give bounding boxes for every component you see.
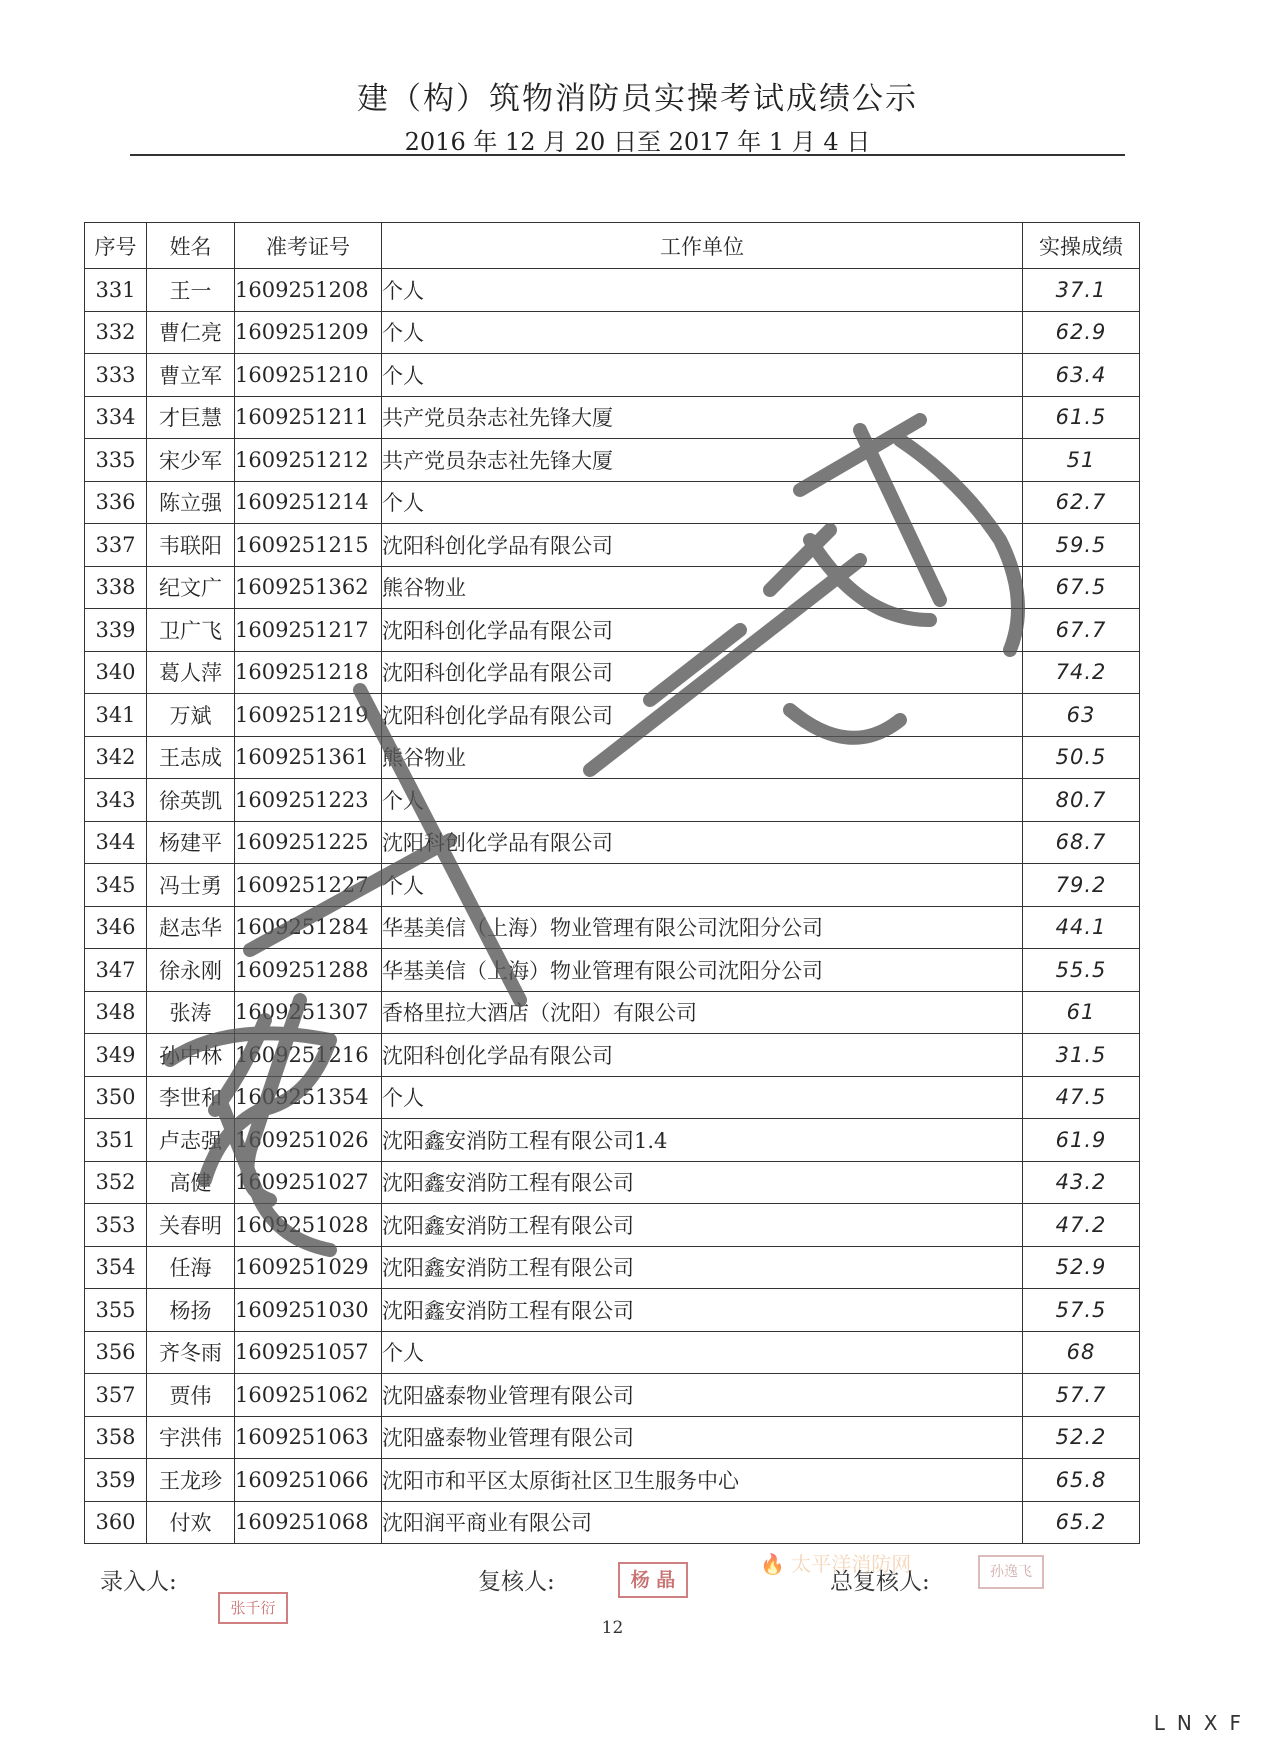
name-cell: 杨建平 [147, 821, 235, 864]
exam-id-cell: 1609251223 [235, 779, 382, 822]
seq-cell: 335 [85, 439, 147, 482]
table-row [85, 396, 1140, 439]
name-cell: 赵志华 [147, 906, 235, 949]
seq-cell: 353 [85, 1204, 147, 1247]
work-unit-cell: 共产党员杂志社先锋大厦 [382, 396, 1023, 439]
seq-cell: 331 [85, 269, 147, 312]
table-header-row [85, 223, 1140, 269]
work-unit-cell: 沈阳鑫安消防工程有限公司 [382, 1161, 1023, 1204]
name-cell: 王一 [147, 269, 235, 312]
exam-id-cell: 1609251227 [235, 864, 382, 907]
seq-cell: 350 [85, 1076, 147, 1119]
score-cell: 31.5 [1023, 1034, 1140, 1077]
seq-cell: 354 [85, 1246, 147, 1289]
table-row [85, 736, 1140, 779]
exam-id-cell: 1609251288 [235, 949, 382, 992]
seq-cell: 345 [85, 864, 147, 907]
work-unit-cell: 沈阳盛泰物业管理有限公司 [382, 1374, 1023, 1417]
exam-id-cell: 1609251218 [235, 651, 382, 694]
exam-id-cell: 1609251284 [235, 906, 382, 949]
seq-cell: 333 [85, 354, 147, 397]
score-cell: 59.5 [1023, 524, 1140, 567]
exam-id-cell: 1609251212 [235, 439, 382, 482]
exam-id-cell: 1609251026 [235, 1119, 382, 1162]
table-row [85, 1289, 1140, 1332]
name-cell: 徐英凯 [147, 779, 235, 822]
exam-id-cell: 1609251030 [235, 1289, 382, 1332]
score-cell: 62.9 [1023, 311, 1140, 354]
work-unit-cell: 沈阳科创化学品有限公司 [382, 524, 1023, 567]
score-cell: 37.1 [1023, 269, 1140, 312]
score-cell: 44.1 [1023, 906, 1140, 949]
work-unit-cell: 沈阳科创化学品有限公司 [382, 609, 1023, 652]
exam-id-cell: 1609251215 [235, 524, 382, 567]
seq-cell: 355 [85, 1289, 147, 1332]
exam-id-cell: 1609251068 [235, 1501, 382, 1544]
exam-id-cell: 1609251057 [235, 1331, 382, 1374]
table-row [85, 1246, 1140, 1289]
exam-id-cell: 1609251219 [235, 694, 382, 737]
name-cell: 张涛 [147, 991, 235, 1034]
reviewer-label: 复核人: [478, 1569, 555, 1595]
seq-cell: 359 [85, 1459, 147, 1502]
name-cell: 齐冬雨 [147, 1331, 235, 1374]
work-unit-cell: 沈阳盛泰物业管理有限公司 [382, 1416, 1023, 1459]
seq-cell: 336 [85, 481, 147, 524]
column-header-score: 实操成绩 [1023, 223, 1140, 269]
score-cell: 63 [1023, 694, 1140, 737]
name-cell: 孙中林 [147, 1034, 235, 1077]
reviewer-stamp: 杨 晶 [618, 1562, 688, 1598]
seq-cell: 356 [85, 1331, 147, 1374]
table-row [85, 1416, 1140, 1459]
score-cell: 61 [1023, 991, 1140, 1034]
seq-cell: 343 [85, 779, 147, 822]
seq-cell: 334 [85, 396, 147, 439]
work-unit-cell: 沈阳科创化学品有限公司 [382, 651, 1023, 694]
name-cell: 杨扬 [147, 1289, 235, 1332]
seq-cell: 349 [85, 1034, 147, 1077]
results-table [84, 222, 1140, 1544]
table-row [85, 269, 1140, 312]
entry-person-label: 录入人: [100, 1569, 177, 1595]
name-cell: 卫广飞 [147, 609, 235, 652]
seq-cell: 338 [85, 566, 147, 609]
work-unit-cell: 共产党员杂志社先锋大厦 [382, 439, 1023, 482]
exam-id-cell: 1609251361 [235, 736, 382, 779]
exam-id-cell: 1609251063 [235, 1416, 382, 1459]
work-unit-cell: 沈阳科创化学品有限公司 [382, 694, 1023, 737]
name-cell: 纪文广 [147, 566, 235, 609]
score-cell: 65.8 [1023, 1459, 1140, 1502]
work-unit-cell: 个人 [382, 779, 1023, 822]
work-unit-cell: 华基美信（上海）物业管理有限公司沈阳分公司 [382, 906, 1023, 949]
work-unit-cell: 沈阳市和平区太原街社区卫生服务中心 [382, 1459, 1023, 1502]
column-header-name: 姓名 [147, 223, 235, 269]
site-logo-text: 太平洋消防网 [791, 1552, 912, 1576]
score-cell: 50.5 [1023, 736, 1140, 779]
table-row [85, 481, 1140, 524]
name-cell: 才巨慧 [147, 396, 235, 439]
score-cell: 57.5 [1023, 1289, 1140, 1332]
table-row [85, 311, 1140, 354]
table-row [85, 694, 1140, 737]
exam-id-cell: 1609251214 [235, 481, 382, 524]
work-unit-cell: 沈阳科创化学品有限公司 [382, 1034, 1023, 1077]
table-row [85, 566, 1140, 609]
name-cell: 冯士勇 [147, 864, 235, 907]
exam-id-cell: 1609251362 [235, 566, 382, 609]
table-row [85, 779, 1140, 822]
score-cell: 47.2 [1023, 1204, 1140, 1247]
exam-id-cell: 1609251307 [235, 991, 382, 1034]
column-header-unit: 工作单位 [382, 223, 1023, 269]
name-cell: 宇洪伟 [147, 1416, 235, 1459]
score-cell: 57.7 [1023, 1374, 1140, 1417]
seq-cell: 348 [85, 991, 147, 1034]
score-cell: 51 [1023, 439, 1140, 482]
date-range: 2016 年 12 月 20 日至 2017 年 1 月 4 日 [404, 128, 871, 156]
final-reviewer-stamp: 孙逸飞 [978, 1555, 1044, 1589]
name-cell: 徐永刚 [147, 949, 235, 992]
exam-id-cell: 1609251062 [235, 1374, 382, 1417]
exam-id-cell: 1609251209 [235, 311, 382, 354]
work-unit-cell: 熊谷物业 [382, 736, 1023, 779]
score-cell: 61.5 [1023, 396, 1140, 439]
table-row [85, 949, 1140, 992]
seq-cell: 344 [85, 821, 147, 864]
exam-id-cell: 1609251027 [235, 1161, 382, 1204]
exam-id-cell: 1609251217 [235, 609, 382, 652]
table-row [85, 354, 1140, 397]
seq-cell: 347 [85, 949, 147, 992]
flame-icon: 🔥 [760, 1552, 785, 1576]
name-cell: 万斌 [147, 694, 235, 737]
score-cell: 79.2 [1023, 864, 1140, 907]
score-cell: 62.7 [1023, 481, 1140, 524]
score-cell: 55.5 [1023, 949, 1140, 992]
seq-cell: 341 [85, 694, 147, 737]
entry-person-stamp: 张千衍 [218, 1592, 288, 1624]
exam-id-cell: 1609251210 [235, 354, 382, 397]
table-row [85, 1374, 1140, 1417]
name-cell: 王志成 [147, 736, 235, 779]
exam-id-cell: 1609251066 [235, 1459, 382, 1502]
column-header-id: 准考证号 [235, 223, 382, 269]
final-reviewer-label: 总复核人: [830, 1569, 930, 1595]
name-cell: 宋少军 [147, 439, 235, 482]
exam-id-cell: 1609251208 [235, 269, 382, 312]
page-title: 建（构）筑物消防员实操考试成绩公示 [357, 81, 918, 117]
work-unit-cell: 华基美信（上海）物业管理有限公司沈阳分公司 [382, 949, 1023, 992]
table-row [85, 1119, 1140, 1162]
work-unit-cell: 沈阳鑫安消防工程有限公司 [382, 1289, 1023, 1332]
score-cell: 47.5 [1023, 1076, 1140, 1119]
score-cell: 52.2 [1023, 1416, 1140, 1459]
table-row [85, 1034, 1140, 1077]
name-cell: 曹仁亮 [147, 311, 235, 354]
seq-cell: 357 [85, 1374, 147, 1417]
table-row [85, 821, 1140, 864]
exam-id-cell: 1609251225 [235, 821, 382, 864]
name-cell: 曹立军 [147, 354, 235, 397]
score-cell: 68.7 [1023, 821, 1140, 864]
name-cell: 卢志强 [147, 1119, 235, 1162]
name-cell: 任海 [147, 1246, 235, 1289]
score-cell: 67.7 [1023, 609, 1140, 652]
work-unit-cell: 沈阳鑫安消防工程有限公司 [382, 1246, 1023, 1289]
score-cell: 74.2 [1023, 651, 1140, 694]
table-row [85, 609, 1140, 652]
seq-cell: 340 [85, 651, 147, 694]
exam-id-cell: 1609251028 [235, 1204, 382, 1247]
exam-id-cell: 1609251216 [235, 1034, 382, 1077]
table-row [85, 439, 1140, 482]
table-row [85, 906, 1140, 949]
name-cell: 贾伟 [147, 1374, 235, 1417]
score-cell: 63.4 [1023, 354, 1140, 397]
work-unit-cell: 沈阳鑫安消防工程有限公司1.4 [382, 1119, 1023, 1162]
exam-id-cell: 1609251029 [235, 1246, 382, 1289]
name-cell: 韦联阳 [147, 524, 235, 567]
table-row [85, 524, 1140, 567]
work-unit-cell: 个人 [382, 269, 1023, 312]
score-cell: 52.9 [1023, 1246, 1140, 1289]
name-cell: 王龙珍 [147, 1459, 235, 1502]
table-row [85, 1331, 1140, 1374]
work-unit-cell: 沈阳润平商业有限公司 [382, 1501, 1023, 1544]
seq-cell: 358 [85, 1416, 147, 1459]
seq-cell: 342 [85, 736, 147, 779]
seq-cell: 339 [85, 609, 147, 652]
table-row [85, 1161, 1140, 1204]
score-cell: 80.7 [1023, 779, 1140, 822]
page-number: 12 [601, 1618, 624, 1638]
score-cell: 67.5 [1023, 566, 1140, 609]
table-row [85, 864, 1140, 907]
work-unit-cell: 香格里拉大酒店（沈阳）有限公司 [382, 991, 1023, 1034]
seq-cell: 332 [85, 311, 147, 354]
table-row [85, 651, 1140, 694]
work-unit-cell: 个人 [382, 481, 1023, 524]
score-cell: 65.2 [1023, 1501, 1140, 1544]
work-unit-cell: 沈阳科创化学品有限公司 [382, 821, 1023, 864]
column-header-seq: 序号 [85, 223, 147, 269]
work-unit-cell: 熊谷物业 [382, 566, 1023, 609]
work-unit-cell: 个人 [382, 354, 1023, 397]
name-cell: 陈立强 [147, 481, 235, 524]
table-row [85, 1076, 1140, 1119]
work-unit-cell: 个人 [382, 1076, 1023, 1119]
name-cell: 葛人萍 [147, 651, 235, 694]
name-cell: 关春明 [147, 1204, 235, 1247]
name-cell: 高健 [147, 1161, 235, 1204]
seq-cell: 337 [85, 524, 147, 567]
seq-cell: 352 [85, 1161, 147, 1204]
work-unit-cell: 个人 [382, 864, 1023, 907]
table-row [85, 991, 1140, 1034]
exam-id-cell: 1609251354 [235, 1076, 382, 1119]
work-unit-cell: 个人 [382, 1331, 1023, 1374]
exam-id-cell: 1609251211 [235, 396, 382, 439]
title-underline [130, 154, 1125, 156]
table-row [85, 1501, 1140, 1544]
table-row [85, 1459, 1140, 1502]
seq-cell: 346 [85, 906, 147, 949]
work-unit-cell: 沈阳鑫安消防工程有限公司 [382, 1204, 1023, 1247]
name-cell: 付欢 [147, 1501, 235, 1544]
work-unit-cell: 个人 [382, 311, 1023, 354]
table-row [85, 1204, 1140, 1247]
seq-cell: 360 [85, 1501, 147, 1544]
table-body [85, 269, 1140, 1544]
brand-mark: LNXF [1153, 1711, 1253, 1735]
score-cell: 43.2 [1023, 1161, 1140, 1204]
score-cell: 61.9 [1023, 1119, 1140, 1162]
score-cell: 68 [1023, 1331, 1140, 1374]
name-cell: 李世和 [147, 1076, 235, 1119]
seq-cell: 351 [85, 1119, 147, 1162]
